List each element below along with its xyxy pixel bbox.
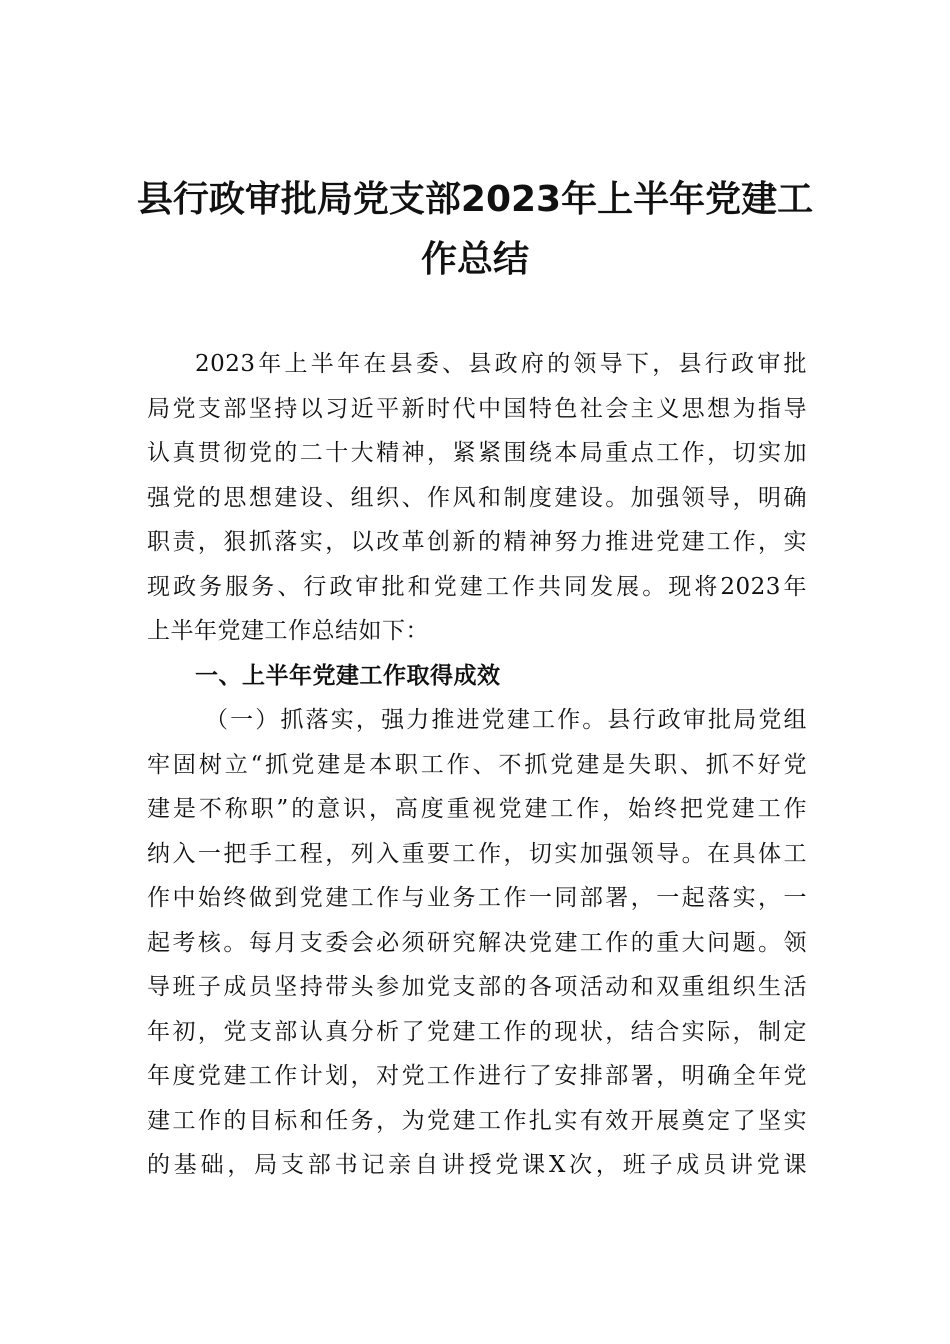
section-heading-1: 一、上半年党建工作取得成效 xyxy=(195,662,501,689)
subsection-line-9: 年度党建工作计划，对党工作进行了安排部署，明确全年党 xyxy=(147,1063,807,1089)
subsection-line-10: 建工作的目标和任务，为党建工作扎实有效开展奠定了坚实 xyxy=(147,1107,807,1134)
intro-line-5: 职责，狠抓落实，以改革创新的精神努力推进党建工作，实 xyxy=(147,529,807,555)
document-title xyxy=(130,170,820,290)
title-line-1: 县行政审批局党支部2023年上半年党建工 xyxy=(136,179,814,220)
intro-line-6: 现政务服务、行政审批和党建工作共同发展。现将2023年 xyxy=(147,573,807,600)
document-body xyxy=(147,342,807,1188)
intro-line-4: 强党的思想建设、组织、作风和制度建设。加强领导，明确 xyxy=(147,484,807,511)
title-line-2: 作总结 xyxy=(420,239,529,280)
subsection-line-11: 的基础，局支部书记亲自讲授党课X次，班子成员讲党课 xyxy=(147,1152,807,1178)
subsection-line-5: 作中始终做到党建工作与业务工作一同部署，一起落实，一 xyxy=(147,885,807,911)
intro-line-2: 局党支部坚持以习近平新时代中国特色社会主义思想为指导 xyxy=(147,395,807,422)
subsection-line-3: 建是不称职”的意识，高度重视党建工作，始终把党建工作 xyxy=(147,796,807,822)
subsection-line-8: 年初，党支部认真分析了党建工作的现状，结合实际，制定 xyxy=(147,1018,807,1045)
subsection-line-7: 导班子成员坚持带头参加党支部的各项活动和双重组织生活 xyxy=(147,974,807,1000)
intro-line-3: 认真贯彻党的二十大精神，紧紧围绕本局重点工作，切实加 xyxy=(147,440,807,466)
subsection-line-1: （一）抓落实，强力推进党建工作。县行政审批局党组 xyxy=(205,707,807,733)
subsection-line-4: 纳入一把手工程，列入重要工作，切实加强领导。在具体工 xyxy=(147,840,807,867)
subsection-line-6: 起考核。每月支委会必须研究解决党建工作的重大问题。领 xyxy=(147,929,807,956)
intro-line-7: 上半年党建工作总结如下： xyxy=(147,618,429,644)
intro-line-1: 2023年上半年在县委、县政府的领导下，县行政审批 xyxy=(195,351,807,377)
subsection-line-2: 牢固树立“抓党建是本职工作、不抓党建是失职、抓不好党 xyxy=(147,751,807,778)
